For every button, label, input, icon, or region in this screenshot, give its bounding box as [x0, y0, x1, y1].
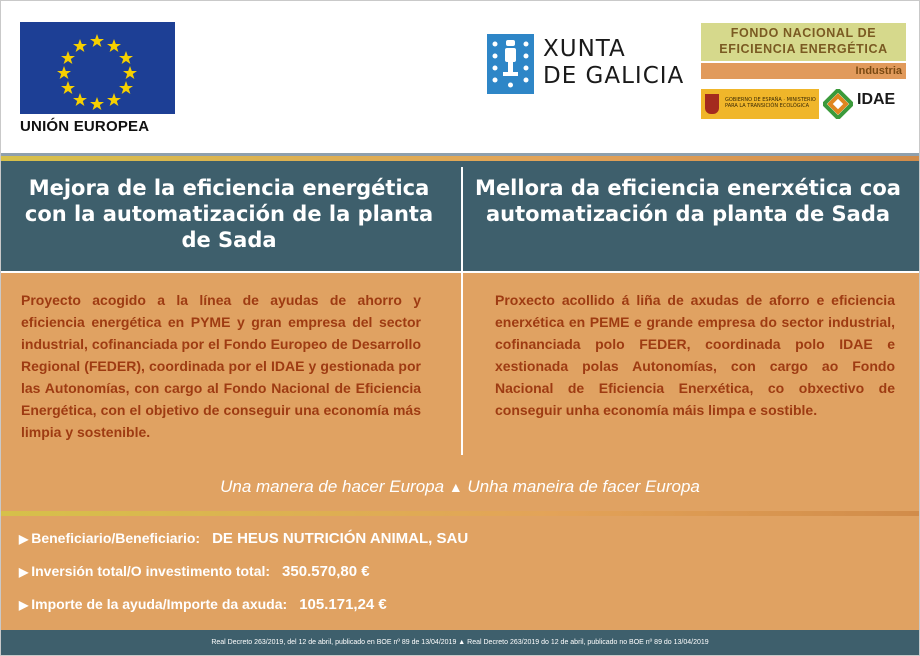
eu-stars-icon: [20, 22, 175, 114]
xunta-logo: [487, 34, 687, 96]
idae-wordmark: IDAE: [857, 91, 896, 108]
fnee-title-line-2: EFICIENCIA ENERGÉTICA: [719, 42, 888, 56]
detail-label: Inversión total/O investimento total:: [31, 563, 271, 579]
xunta-emblem-icon: [487, 34, 534, 94]
eu-flag: [20, 22, 175, 114]
bullet-arrow-icon: ▶: [19, 532, 29, 546]
description-column-divider: [461, 273, 463, 455]
bullet-arrow-icon: ▶: [19, 565, 29, 579]
fnee-subtitle: Industria: [701, 63, 906, 79]
slogan-galician: Unha maneira de facer Europa: [467, 477, 700, 496]
title-galician: Mellora da eficiencia enerxética coa automatización da planta de Sada: [475, 176, 901, 226]
detail-value: 105.171,24 €: [299, 596, 387, 613]
legal-footer: Real Decreto 263/2019, del 12 de abril, publicado en BOE nº 89 de 13/04/2019 ▲ Real Decreto 263/2019 do 12 de abril, publicado no BOE nº 89 do 13/04/2019: [1, 630, 919, 655]
detail-label: Beneficiario/Beneficiario:: [31, 530, 201, 546]
detail-row-aid: [19, 596, 387, 613]
eu-label: UNIÓN EUROPEA: [20, 118, 150, 135]
spain-shield-icon: [705, 94, 719, 114]
detail-row-investment: [19, 563, 370, 580]
xunta-line-2: DE GALICIA: [543, 63, 685, 89]
slogan: [1, 477, 919, 497]
description-spanish: Proyecto acogido a la línea de ayudas de ahorro y eficiencia energética en PYME y gran empresa del sector industrial, cofinanciada por el Fondo Europeo de Desarrollo Regional (FEDER), coordinada por el IDAE y gestionada por las Autonomías, con cargo al Fondo Nacional de Eficiencia Energética, con el objetivo de conseguir una economía más limpia y sostenible.: [21, 292, 421, 440]
xunta-wordmark: [543, 36, 684, 90]
detail-value: 350.570,80 €: [282, 563, 370, 580]
fnee-logo: [701, 23, 906, 123]
slogan-separator: ▲: [448, 479, 463, 495]
detail-row-beneficiary: [19, 530, 468, 547]
project-details: [1, 516, 919, 630]
title-column-divider: [461, 167, 463, 271]
xunta-line-1: XUNTA: [543, 36, 626, 62]
description-galician: Proxecto acollido á liña de axudas de aforro e eficiencia enerxética en PEME e grande empresa do sector industrial, cofinanciada polo FEDER, coordinada polo IDAE e xestionada polas Autonomías, con cargo ao Fondo Nacional de Eficiencia Enerxética, co obxectivo de conseguir unha economía máis limpa e sostible.: [495, 292, 895, 418]
fnee-title-line-1: FONDO NACIONAL DE: [730, 26, 877, 40]
ministry-logos: [701, 89, 906, 123]
idae-mark-icon: [823, 89, 853, 119]
slogan-spanish: Una manera de hacer Europa: [220, 477, 445, 496]
title-spanish: Mejora de la eficiencia energética con la automatización de la planta de Sada: [24, 176, 434, 252]
title-band: [1, 161, 919, 271]
gobierno-text: GOBIERNO DE ESPAÑA · MINISTERIO PARA LA TRANSICIÓN ECOLÓGICA: [725, 97, 816, 109]
detail-label: Importe de la ayuda/Importe da axuda:: [31, 596, 288, 612]
bullet-arrow-icon: ▶: [19, 598, 29, 612]
gobierno-logo: [701, 89, 819, 119]
band-top-line: [1, 271, 919, 273]
fnee-title: [701, 23, 906, 61]
description-band: [1, 271, 919, 511]
eu-logo: [20, 22, 175, 135]
logo-header: [1, 1, 919, 153]
detail-value: DE HEUS NUTRICIÓN ANIMAL, SAU: [212, 530, 469, 547]
